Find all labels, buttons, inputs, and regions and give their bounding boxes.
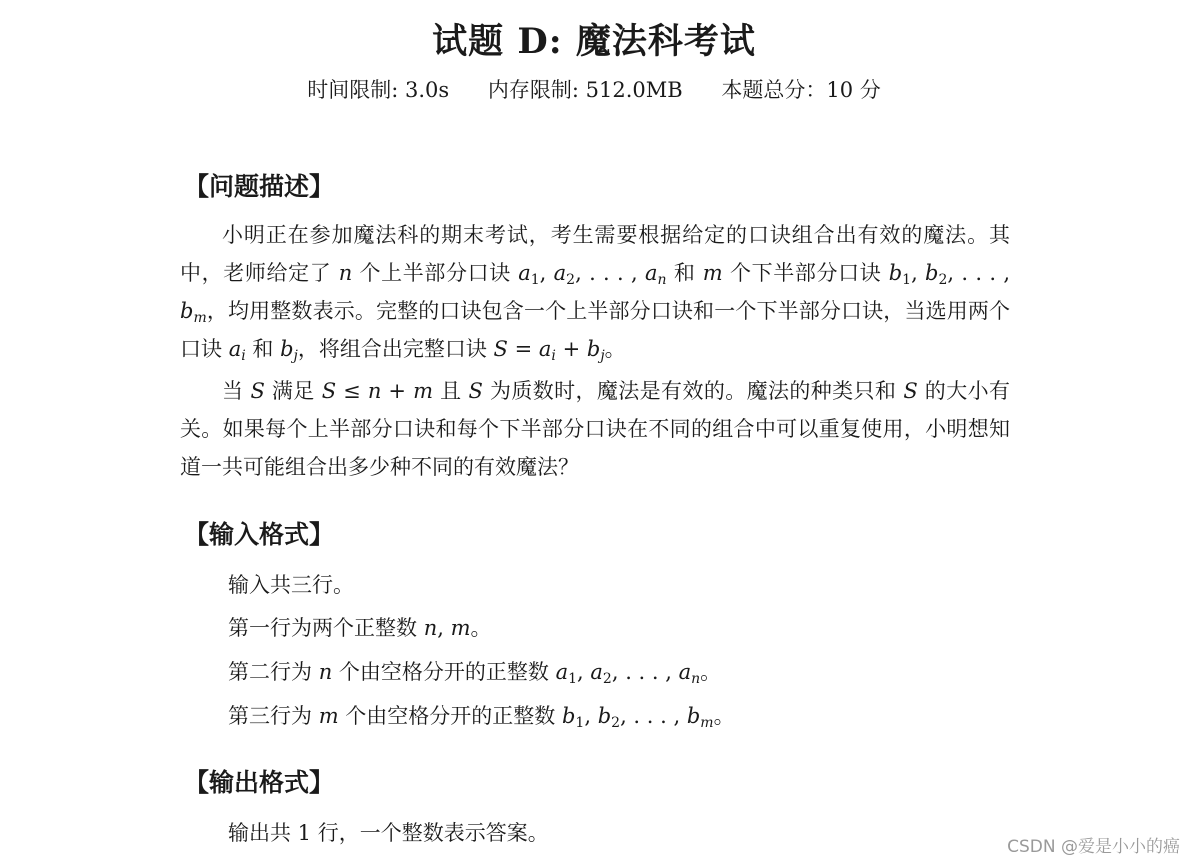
- problem-title: 试题 D: 魔法科考试: [432, 21, 756, 62]
- description-paragraph-1: 小明正在参加魔法科的期末考试，考生需要根据给定的口诀组合出有效的魔法。其中，老师给定了 n 个上半部分口诀 $a_1$, $a_2$, . . . , $a_n$ 和 m 个下半部分口诀 $b_1$, $b_2$, . . . , $b_m$，均用整数表示。完整的口诀包含一个上半部分口诀和一个下半部分口诀，当选用两个口诀 $a_i$ 和 $b_j$，将组合出完整口诀 $S = a_i + b_j$。: [180, 223, 1010, 364]
- time-limit: 时间限制: 3.0s: [307, 78, 450, 102]
- input-line-4: 第三行为 m 个由空格分开的正整数 $b_1$, $b_2$, . . . , $b_m$。: [228, 704, 735, 731]
- total-score: 本题总分：10 分: [721, 78, 881, 102]
- input-line-2: 第一行为两个正整数 n, m。: [228, 616, 492, 640]
- description-paragraph-2: 当 S 满足 S ≤ n + m 且 S 为质数时，魔法是有效的。魔法的种类只和 S 的大小有关。如果每个上半部分口诀和每个下半部分口诀在不同的组合中可以重复使用，小明想知道一共可能组合出多少种不同的有效魔法？: [180, 379, 1010, 479]
- memory-limit: 内存限制: 512.0MB: [487, 78, 683, 102]
- output-format-heading: 【输出格式】: [184, 768, 335, 797]
- watermark: CSDN @爱是小小的癌: [1007, 837, 1180, 857]
- problem-meta: [0, 74, 1188, 104]
- input-line-3: 第二行为 n 个由空格分开的正整数 $a_1$, $a_2$, . . . , $a_n$。: [228, 660, 722, 687]
- output-line-1: 输出共 1 行，一个整数表示答案。: [228, 821, 549, 845]
- description-heading: 【问题描述】: [184, 172, 335, 201]
- input-line-1: 输入共三行。: [228, 573, 354, 597]
- input-format-heading: 【输入格式】: [184, 520, 335, 549]
